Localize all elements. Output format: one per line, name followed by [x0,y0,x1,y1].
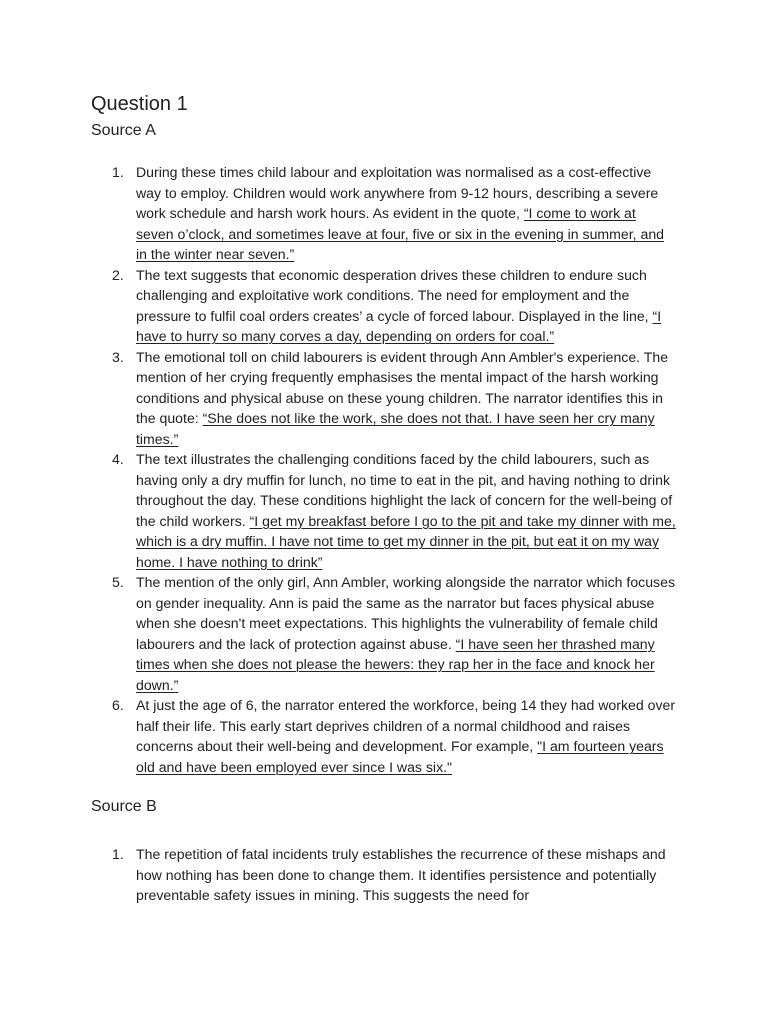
list-item [0,572,677,695]
source-b-list [0,844,677,906]
source-a-list [0,162,677,777]
list-item [0,347,677,450]
list-item-text: The emotional toll on child labourers is evident through Ann Ambler's experience. The mention of her crying frequently emphasises the mental impact of the harsh working conditions and physical abuse on these young children. The narrator identifies this in the quote: [136,348,669,426]
list-item-quote: “I come to work at seven o’clock, and sometimes leave at four, five or six in the evening in summer, and in the winter near seven.” [136,205,664,262]
list-item-quote: “I get my breakfast before I go to the pit and take my dinner with me, which is a dry muffin. I have not time to get my dinner in the pit, but eat it on my way home. I have nothing to drink” [136,512,676,570]
list-item-number: 6. [112,697,124,713]
list-item [0,265,677,347]
page-title: Question 1 [91,93,188,115]
list-item [0,162,677,265]
list-item-number: 3. [112,348,124,365]
list-item-text: The repetition of fatal incidents truly establishes the recurrence of these mishaps and how nothing has been done to change them. It identifies persistence and potentially preventable safety issues in mining. This suggests the need for [136,846,666,903]
list-item-number: 5. [112,574,124,590]
list-item-number: 1. [112,846,124,862]
list-item-number: 2. [112,266,124,283]
list-item-text: The text suggests that economic desperation drives these children to endure such challenging and exploitative work conditions. The need for employment and the pressure to fulfil coal orders creates’ a cycle of forced labour. Displayed in the line, [136,266,653,324]
list-item-quote: "I am fourteen years old and have been employed ever since I was six." [136,738,664,775]
section-heading-source-b: Source B [91,798,157,815]
list-item-quote: “I have to hurry so many corves a day, depending on orders for coal.” [136,307,662,344]
list-item-quote: “She does not like the work, she does not that. I have seen her cry many times.” [136,410,655,447]
list-item-text: The mention of the only girl, Ann Ambler, working alongside the narrator which focuses on gender inequality. Ann is paid the same as the narrator but faces physical abuse when she doesn't meet expectations. This highlights the vulnerability of female child labourers and the lack of protection against abuse. [136,574,675,652]
section-heading-source-a: Source A [91,122,156,139]
list-item-text: During these times child labour and exploitation was normalised as a cost-effective way to employ. Children would work anywhere from 9-12 hours, describing a severe work schedule and harsh work hours. As evident in the quote, [136,164,659,221]
list-item [0,695,677,777]
list-item-text: At just the age of 6, the narrator entered the workforce, being 14 they had worked over half their life. This early start deprives children of a normal childhood and raises concerns about their well-being and development. For example, [136,697,676,754]
list-item-text: The text illustrates the challenging conditions faced by the child labourers, such as having only a dry muffin for lunch, no time to eat in the pit, and having nothing to drink throughout the day. These conditions highlight the lack of concern for the well-being of the child workers. [136,451,673,529]
list-item [0,844,677,906]
list-item [0,449,677,572]
list-item-number: 1. [112,164,124,180]
list-item-quote: “I have seen her thrashed many times when she does not please the hewers: they rap her in the face and knock her down.” [136,635,655,693]
list-item-number: 4. [112,451,124,467]
